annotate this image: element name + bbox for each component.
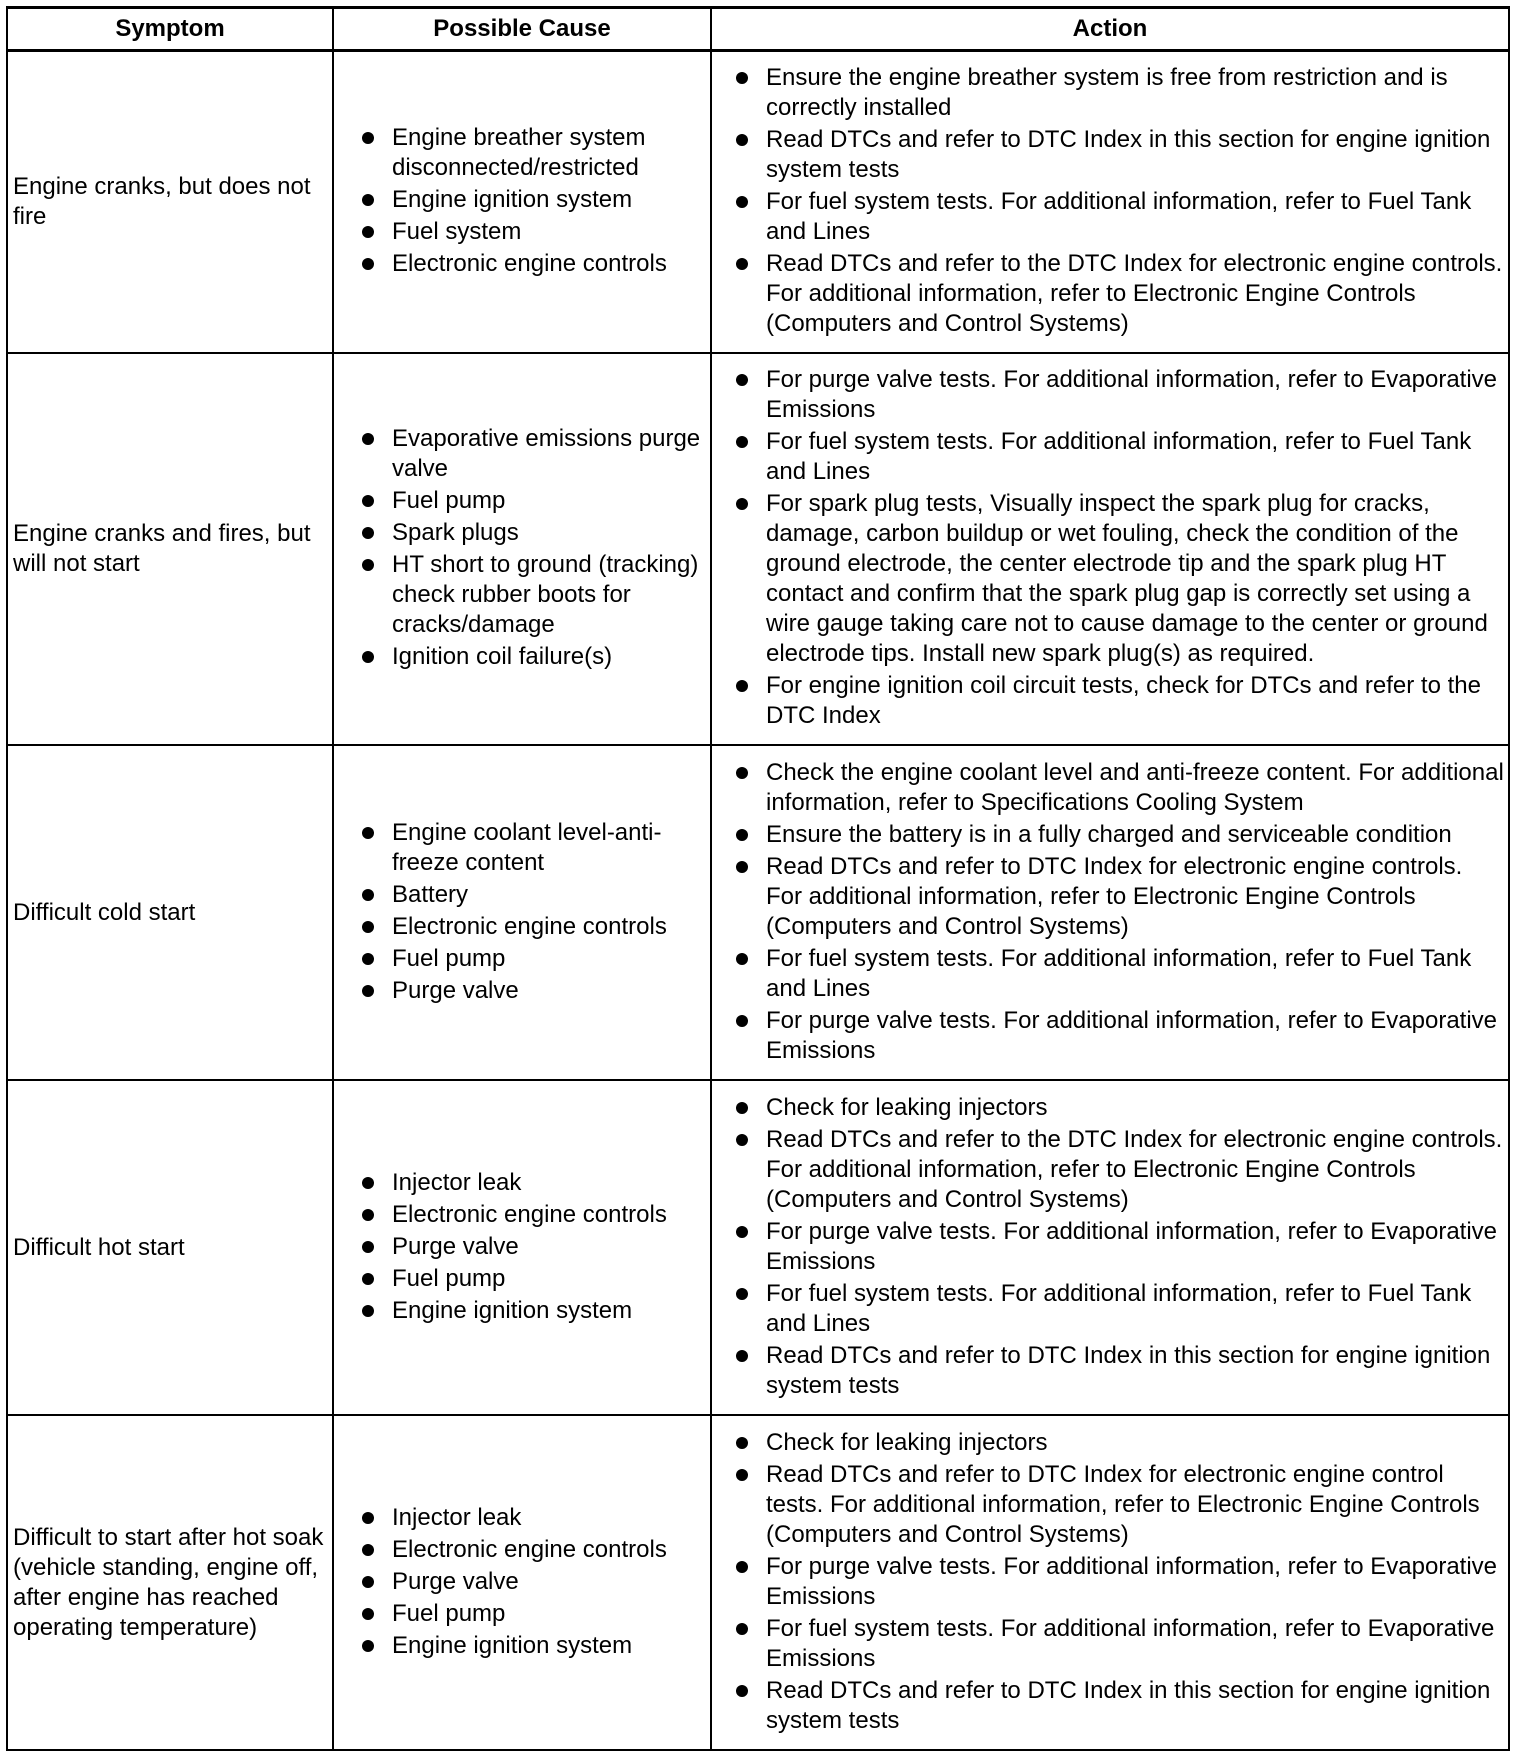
- bullet-icon: [362, 1273, 374, 1285]
- cause-item: [358, 1567, 704, 1597]
- cause-text: HT short to ground (tracking) check rubber boots for cracks/damage: [392, 551, 699, 638]
- bullet-icon: [362, 1177, 374, 1189]
- bullet-icon: [736, 1288, 748, 1300]
- header-symptom: Symptom: [7, 8, 333, 51]
- bullet-icon: [736, 436, 748, 448]
- bullet-icon: [362, 1512, 374, 1524]
- action-item: [732, 1676, 1504, 1736]
- bullet-icon: [362, 651, 374, 663]
- bullet-icon: [736, 953, 748, 965]
- action-item: [732, 427, 1504, 487]
- bullet-icon: [362, 433, 374, 445]
- action-text: For fuel system tests. For additional information, refer to Fuel Tank and Lines: [766, 188, 1472, 245]
- bullet-icon: [362, 1305, 374, 1317]
- bullet-icon: [736, 1226, 748, 1238]
- action-list: [732, 758, 1504, 1066]
- bullet-icon: [362, 258, 374, 270]
- possible-cause-cell: [333, 1415, 711, 1750]
- bullet-icon: [736, 1350, 748, 1362]
- bullet-icon: [736, 767, 748, 779]
- cause-text: Battery: [392, 880, 469, 908]
- bullet-icon: [362, 527, 374, 539]
- possible-cause-cell: [333, 1080, 711, 1415]
- action-text: Ensure the engine breather system is free from restriction and is correctly installed: [766, 64, 1448, 121]
- cause-text: Fuel system: [392, 218, 522, 245]
- action-cell: [711, 1080, 1509, 1415]
- action-text: For fuel system tests. For additional information, refer to Fuel Tank and Lines: [766, 944, 1472, 1002]
- bullet-icon: [362, 921, 374, 933]
- action-item: [732, 1460, 1504, 1550]
- action-item: [732, 125, 1504, 185]
- bullet-icon: [736, 829, 748, 841]
- symptom-cell: Difficult to start after hot soak (vehicle standing, engine off, after engine has reached operating temperature): [7, 1415, 333, 1750]
- action-list: [732, 63, 1504, 339]
- action-item: [732, 1125, 1504, 1215]
- cause-item: [358, 642, 704, 672]
- symptom-cell: Engine cranks, but does not fire: [7, 51, 333, 354]
- cause-item: [358, 1200, 704, 1230]
- cause-item: [358, 880, 704, 910]
- action-cell: [711, 51, 1509, 354]
- action-item: [732, 944, 1504, 1004]
- action-item: [732, 758, 1504, 818]
- symptom-cell: Difficult hot start: [7, 1080, 333, 1415]
- cause-item: [358, 486, 704, 516]
- action-text: For fuel system tests. For additional information, refer to Evaporative Emissions: [766, 1614, 1495, 1672]
- action-cell: [711, 1415, 1509, 1750]
- action-item: [732, 1428, 1504, 1458]
- bullet-icon: [362, 1640, 374, 1652]
- bullet-icon: [736, 1469, 748, 1481]
- cause-text: Fuel pump: [392, 1599, 506, 1627]
- bullet-icon: [736, 258, 748, 270]
- action-text: Read DTCs and refer to DTC Index for electronic engine control tests. For additional information, refer to Electronic Engine Controls (Computers and Control Systems): [766, 1460, 1480, 1548]
- action-item: [732, 820, 1504, 850]
- cause-text: Engine ignition system: [392, 1631, 633, 1659]
- action-item: [732, 1341, 1504, 1401]
- cause-text: Purge valve: [392, 1232, 519, 1260]
- cause-text: Evaporative emissions purge valve: [392, 425, 701, 482]
- cause-text: Electronic engine controls: [392, 912, 667, 940]
- action-text: Read DTCs and refer to DTC Index in this section for engine ignition system tests: [766, 126, 1491, 183]
- cause-text: Engine breather system disconnected/restricted: [392, 124, 646, 181]
- symptom-chart-table: [6, 6, 1510, 1751]
- bullet-icon: [362, 495, 374, 507]
- header-action: Action: [711, 8, 1509, 51]
- cause-text: Fuel pump: [392, 944, 506, 972]
- cause-text: Ignition coil failure(s): [392, 643, 613, 670]
- table-row: [7, 1080, 1509, 1415]
- action-item: [732, 671, 1504, 731]
- action-list: [732, 1428, 1504, 1736]
- bullet-icon: [736, 1561, 748, 1573]
- action-text: For purge valve tests. For additional information, refer to Evaporative Emissions: [766, 1552, 1498, 1610]
- cause-text: Electronic engine controls: [392, 250, 667, 277]
- bullet-icon: [736, 374, 748, 386]
- bullet-icon: [362, 1608, 374, 1620]
- cause-item: [358, 1232, 704, 1262]
- cause-text: Engine coolant level-anti-freeze content: [392, 818, 662, 876]
- bullet-icon: [362, 889, 374, 901]
- bullet-icon: [362, 132, 374, 144]
- bullet-icon: [736, 1102, 748, 1114]
- action-text: Check for leaking injectors: [766, 1428, 1048, 1456]
- bullet-icon: [736, 72, 748, 84]
- cause-item: [358, 1599, 704, 1629]
- cause-item: [358, 217, 704, 247]
- action-text: For spark plug tests, Visually inspect the spark plug for cracks, damage, carbon buildup or wet fouling, check the condition of the ground electrode, the center electrode tip and the spark plug HT contact and confirm that the spark plug gap is correctly set using a wire gauge taking care not to cause damage to the center or ground electrode tips. Install new spark plug(s) as required.: [766, 490, 1488, 667]
- table-row: [7, 51, 1509, 354]
- bullet-icon: [362, 1241, 374, 1253]
- cause-text: Purge valve: [392, 1567, 519, 1595]
- cause-list: [358, 123, 704, 279]
- action-text: Read DTCs and refer to DTC Index in this section for engine ignition system tests: [766, 1676, 1491, 1734]
- bullet-icon: [736, 1685, 748, 1697]
- possible-cause-cell: [333, 353, 711, 745]
- action-text: For purge valve tests. For additional information, refer to Evaporative Emissions: [766, 366, 1498, 423]
- action-item: [732, 1093, 1504, 1123]
- action-item: [732, 1614, 1504, 1674]
- cause-text: Engine ignition system: [392, 186, 633, 213]
- action-item: [732, 1552, 1504, 1612]
- bullet-icon: [736, 1437, 748, 1449]
- bullet-icon: [362, 827, 374, 839]
- action-text: Read DTCs and refer to the DTC Index for electronic engine controls. For additional information, refer to Electronic Engine Controls (Computers and Control Systems): [766, 1125, 1503, 1213]
- action-text: For fuel system tests. For additional information, refer to Fuel Tank and Lines: [766, 1279, 1472, 1337]
- action-cell: [711, 745, 1509, 1080]
- cause-list: [358, 1503, 704, 1661]
- action-item: [732, 1006, 1504, 1066]
- header-row: [7, 8, 1509, 51]
- bullet-icon: [736, 1134, 748, 1146]
- symptom-cell: Engine cranks and fires, but will not start: [7, 353, 333, 745]
- cause-item: [358, 818, 704, 878]
- action-cell: [711, 353, 1509, 745]
- cause-text: Purge valve: [392, 976, 519, 1004]
- action-list: [732, 365, 1504, 731]
- action-text: For purge valve tests. For additional information, refer to Evaporative Emissions: [766, 1217, 1498, 1275]
- bullet-icon: [736, 134, 748, 146]
- table-row: [7, 353, 1509, 745]
- bullet-icon: [736, 861, 748, 873]
- bullet-icon: [362, 985, 374, 997]
- bullet-icon: [362, 953, 374, 965]
- cause-item: [358, 1264, 704, 1294]
- cause-list: [358, 1168, 704, 1326]
- bullet-icon: [736, 196, 748, 208]
- cause-text: Electronic engine controls: [392, 1535, 667, 1563]
- cause-list: [358, 424, 704, 672]
- table-row: [7, 745, 1509, 1080]
- action-item: [732, 852, 1504, 942]
- cause-list: [358, 818, 704, 1006]
- action-text: For fuel system tests. For additional information, refer to Fuel Tank and Lines: [766, 428, 1472, 485]
- action-text: Check for leaking injectors: [766, 1093, 1048, 1121]
- bullet-icon: [362, 194, 374, 206]
- cause-text: Injector leak: [392, 1168, 522, 1196]
- cause-item: [358, 424, 704, 484]
- cause-item: [358, 518, 704, 548]
- action-text: For engine ignition coil circuit tests, check for DTCs and refer to the DTC Index: [766, 672, 1481, 729]
- action-item: [732, 1217, 1504, 1277]
- symptom-cell: Difficult cold start: [7, 745, 333, 1080]
- cause-text: Injector leak: [392, 1503, 522, 1531]
- cause-text: Fuel pump: [392, 487, 506, 514]
- bullet-icon: [736, 498, 748, 510]
- table-row: [7, 1415, 1509, 1750]
- possible-cause-cell: [333, 745, 711, 1080]
- action-item: [732, 187, 1504, 247]
- cause-item: [358, 944, 704, 974]
- cause-item: [358, 976, 704, 1006]
- bullet-icon: [362, 1576, 374, 1588]
- bullet-icon: [362, 226, 374, 238]
- header-possible-cause: Possible Cause: [333, 8, 711, 51]
- possible-cause-cell: [333, 51, 711, 354]
- action-item: [732, 249, 1504, 339]
- action-item: [732, 365, 1504, 425]
- action-item: [732, 489, 1504, 669]
- bullet-icon: [736, 1623, 748, 1635]
- bullet-icon: [362, 1544, 374, 1556]
- action-text: Read DTCs and refer to DTC Index in this section for engine ignition system tests: [766, 1341, 1491, 1399]
- cause-item: [358, 1631, 704, 1661]
- cause-item: [358, 1535, 704, 1565]
- bullet-icon: [736, 680, 748, 692]
- action-item: [732, 1279, 1504, 1339]
- action-list: [732, 1093, 1504, 1401]
- cause-item: [358, 123, 704, 183]
- cause-item: [358, 550, 704, 640]
- cause-item: [358, 185, 704, 215]
- cause-item: [358, 1168, 704, 1198]
- bullet-icon: [362, 559, 374, 571]
- diagnostic-table-wrapper: [6, 6, 1508, 1751]
- cause-text: Engine ignition system: [392, 1296, 633, 1324]
- cause-item: [358, 912, 704, 942]
- action-text: For purge valve tests. For additional information, refer to Evaporative Emissions: [766, 1006, 1498, 1064]
- cause-text: Electronic engine controls: [392, 1200, 667, 1228]
- cause-text: Fuel pump: [392, 1264, 506, 1292]
- cause-item: [358, 249, 704, 279]
- bullet-icon: [736, 1015, 748, 1027]
- action-text: Read DTCs and refer to DTC Index for electronic engine controls. For additional information, refer to Electronic Engine Controls (Computers and Control Systems): [766, 852, 1463, 940]
- cause-text: Spark plugs: [392, 519, 519, 546]
- bullet-icon: [362, 1209, 374, 1221]
- action-item: [732, 63, 1504, 123]
- cause-item: [358, 1296, 704, 1326]
- action-text: Ensure the battery is in a fully charged and serviceable condition: [766, 820, 1452, 848]
- cause-item: [358, 1503, 704, 1533]
- action-text: Check the engine coolant level and anti-freeze content. For additional information, refer to Specifications Cooling System: [766, 758, 1504, 816]
- action-text: Read DTCs and refer to the DTC Index for electronic engine controls. For additional information, refer to Electronic Engine Controls (Computers and Control Systems): [766, 250, 1503, 337]
